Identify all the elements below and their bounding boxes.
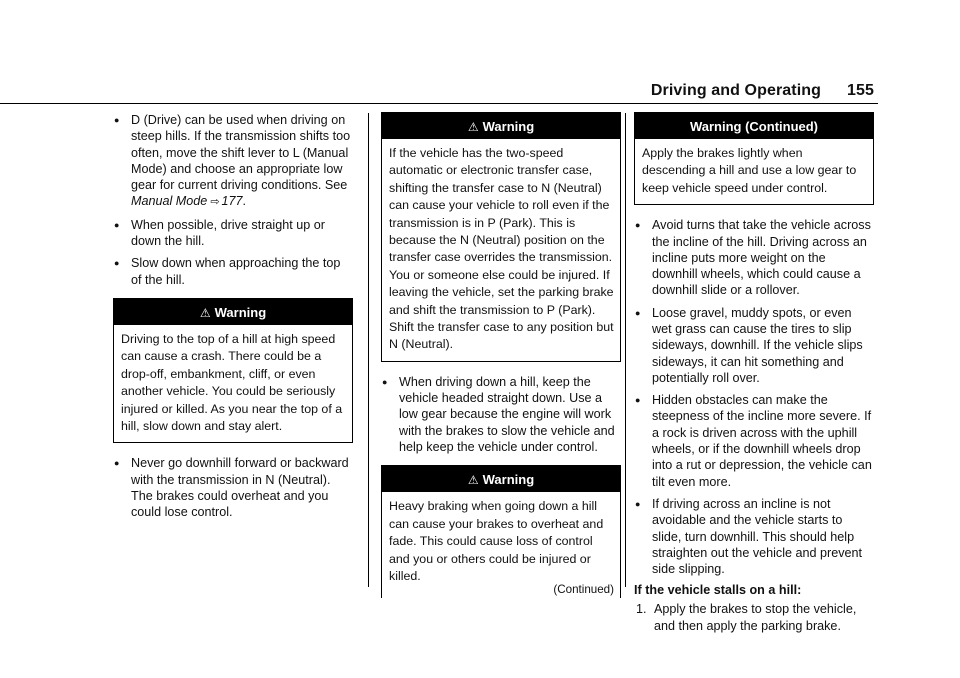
header-rule: [0, 103, 878, 104]
step-text: Apply the brakes to stop the vehicle, and then apply the parking brake.: [654, 602, 857, 633]
column-divider-2: [625, 113, 626, 587]
warning-triangle-icon: ⚠: [199, 305, 211, 320]
list-item: ● When possible, drive straight up or down the hill.: [113, 217, 353, 250]
warning-box: [113, 298, 353, 443]
list-item: ● Loose gravel, muddy spots, or even wet grass can cause the tires to slip sideways, downhill. If the vehicle slips sideways, it can hit something and potentially roll over.: [634, 305, 874, 386]
running-header: [651, 82, 874, 100]
cross-reference-link[interactable]: Manual Mode: [131, 194, 208, 209]
warning-header: [382, 466, 620, 492]
warning-body: Driving to the top of a hill at high speed can cause a crash. There could be a drop-off, embankment, cliff, or even another vehicle. You could be seriously injured or killed. As you near the top of a hill, slow down and stay alert.: [121, 331, 343, 433]
warning-box: [634, 112, 874, 205]
warning-triangle-icon: ⚠: [467, 473, 479, 488]
warning-body: Apply the brakes lightly when descending a hill and use a low gear to keep vehicle speed under control.: [642, 146, 857, 195]
cross-reference-page[interactable]: 177: [221, 194, 243, 209]
column-2: [381, 112, 621, 610]
continued-label: (Continued): [553, 583, 614, 597]
list-item: ● Never go downhill forward or backward with the transmission in N (Neutral). The brakes could overheat and you could lose control.: [113, 455, 353, 520]
step-number: 1.: [636, 602, 647, 617]
list-item: ● Slow down when approaching the top of the hill.: [113, 255, 353, 288]
column-1: [113, 112, 353, 527]
warning-title: Warning: [482, 472, 535, 488]
list-item: ● D (Drive) can be used when driving on steep hills. If the transmission shifts too often, move the shift lever to L (Manual Mode) and choose an appropriate low gear for current driving conditions. See Manual Mode ⇨ 177.: [113, 112, 353, 211]
column-3: [634, 112, 874, 634]
warning-body: [382, 492, 620, 598]
list-item: ● Hidden obstacles can make the steepness of the incline more severe. If a rock is driven across with the uphill wheels, or if the downhill wheels drop into a rut or depression, the vehicle can tilt even more.: [634, 392, 874, 490]
column-divider-1: [368, 113, 369, 587]
warning-body: If the vehicle has the two-speed automatic or electronic transfer case, shifting the transfer case to N (Neutral) can cause your vehicle to roll even if the transmission is in P (Park). This is because the N (Neutral) position on the transfer case overrides the transmission. You or someone else could be injured. If leaving the vehicle, set the parking brake and shift the transmission to P (Park). Shift the transfer case to any position but N (Neutral).: [389, 146, 614, 352]
bullet-text: D (Drive) can be used when driving on steep hills. If the transmission shifts too often, move the shift lever to L (Manual Mode) and choose an appropriate low gear for current driving conditions. See: [131, 113, 351, 193]
page-number: 155: [847, 82, 874, 99]
warning-box: [381, 112, 621, 362]
warning-title: Warning: [482, 119, 535, 134]
warning-title: Warning: [214, 304, 267, 320]
page-ref-arrow-icon: ⇨: [210, 196, 220, 209]
section-title: Driving and Operating: [650, 82, 821, 99]
warning-body-text: Heavy braking when going down a hill can cause your brakes to overheat and fade. This could cause loss of control and you or others could be injured or killed.: [389, 499, 604, 583]
warning-header: [114, 299, 352, 325]
warning-header: [382, 113, 620, 139]
warning-triangle-icon: ⚠: [467, 120, 479, 134]
list-item: ● If driving across an incline is not avoidable and the vehicle starts to slide, turn downhill. This should help straighten out the vehicle and prevent side slipping.: [634, 496, 874, 577]
list-item: ● Avoid turns that take the vehicle across the incline of the hill. Driving across an incline puts more weight on the downhill wheels, which could cause a downhill slide or a rollover.: [634, 217, 874, 298]
warning-box: [381, 465, 621, 598]
warning-header: Warning (Continued): [635, 113, 873, 139]
numbered-step: [636, 601, 874, 634]
list-item: ● When driving down a hill, keep the vehicle headed straight down. Use a low gear because the engine will work with the brakes to slow the vehicle and help keep the vehicle under control.: [381, 374, 621, 455]
subheading: If the vehicle stalls on a hill:: [634, 583, 802, 598]
